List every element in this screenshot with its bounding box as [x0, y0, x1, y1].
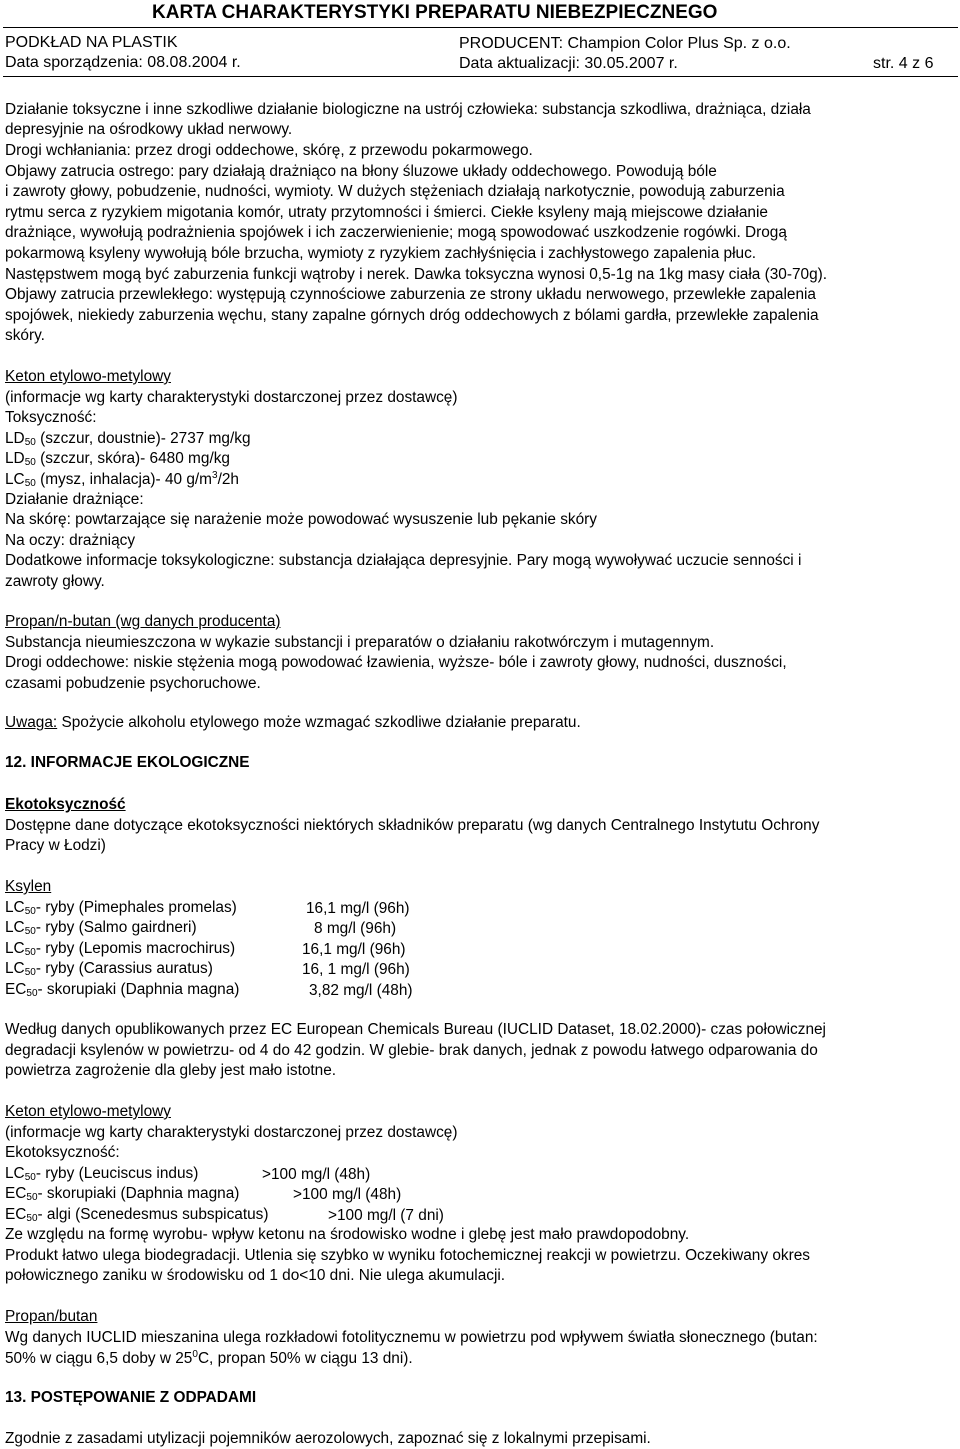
keton2-heading: Keton etylowo-metylowy — [5, 1103, 171, 1120]
document-title: KARTA CHARAKTERYSTYKI PREPARATU NIEBEZPIECZNEGO — [152, 2, 718, 23]
tox-line-5: i zawroty głowy, pobudzenie, nudności, wymioty. W dużych stężeniach działają narkotycznie, powodują zaburzenia — [5, 183, 785, 200]
tox-line-2: depresyjnie na ośrodkowy układ nerwowy. — [5, 121, 293, 138]
tox-line-7: drażniące, wywołują podrażnienia spojówek i ich zaczerwienienie; mogą spowodować uszkodzenie rogówki. Drogą — [5, 224, 787, 241]
keton2-line-3: połowicznego zaniku w środowisku od 1 do<10 dni. Nie ulega akumulacji. — [5, 1267, 506, 1284]
tox-line-6: rytmu serca z ryzykiem migotania komór, utraty przytomności i śmierci. Ciekłe ksyleny mają miejscowe działanie — [5, 204, 768, 221]
keton2-row-value: >100 mg/l (48h) — [262, 1166, 371, 1183]
keton2-label: Ekotoksyczność: — [5, 1144, 120, 1161]
ksylen-row-value: 8 mg/l (96h) — [314, 920, 397, 937]
keton1-ld2: $LD_{50}$ (szczur, skóra)- 6480 mg/kg — [5, 450, 230, 468]
warning-label: Uwaga: — [5, 714, 58, 731]
ksylen-row: $LC_{50}-$ ryby (Lepomis macrochirus) — [5, 940, 236, 958]
propan1-heading: Propan/n-butan (wg danych producenta) — [5, 613, 281, 630]
propan2-line-2: 50% w ciągu 6,5 doby w $25^0C$, propan 50% w ciągu 13 dni). — [5, 1349, 413, 1367]
tox-line-1: Działanie toksyczne i inne szkodliwe działanie biologiczne na ustrój człowieka: substancja szkodliwa, drażniąca, działa — [5, 101, 811, 118]
tox-line-12: skóry. — [5, 327, 45, 344]
keton1-lc: $LC_{50}$ (mysz, inhalacja)- 40 $g/m^3/2h$ — [5, 470, 239, 489]
propan1-line-3: czasami pobudzenie psychoruchowe. — [5, 675, 261, 692]
ksylen-heading: Ksylen — [5, 878, 52, 895]
keton2-row: $LC_{50}-$ ryby (Leuciscus indus) — [5, 1165, 199, 1183]
ksylen-row-value: 16, 1 mg/l (96h) — [302, 961, 410, 978]
tox-line-8: pokarmową ksyleny wywołują bóle brzucha, wymioty z ryzykiem zachłyśnięcia i zachłystowego zapalenia płuc. — [5, 245, 757, 262]
tox-line-10: Objawy zatrucia przewlekłego: występują czynnościowe zaburzenia ze strony układu nerwowego, przewlekłe zapalenia — [5, 286, 816, 303]
sec12-intro-2: Pracy w Łodzi) — [5, 837, 106, 854]
product-name: PODKŁAD NA PLASTIK — [5, 34, 178, 51]
propan1-line-1: Substancja nieumieszczona w wykazie substancji i preparatów o działaniu rakotwórczym i mutagennym. — [5, 634, 715, 651]
tox-line-3: Drogi wchłaniania: przez drogi oddechowe, skórę, z przewodu pokarmowego. — [5, 142, 533, 159]
propan2-line-1: Wg danych IUCLID mieszanina ulega rozkładowi fotolitycznemu w powietrzu pod wpływem światła słonecznego (butan: — [5, 1329, 818, 1346]
updated-date: Data aktualizacji: 30.05.2007 r. — [459, 55, 678, 72]
keton1-skin: Na skórę: powtarzające się narażenie może powodować wysuszenie lub pękanie skóry — [5, 511, 597, 528]
keton1-eyes: Na oczy: drażniący — [5, 532, 136, 549]
ekotox-heading: Ekotoksyczność — [5, 796, 126, 813]
ecb-line-3: powietrza zagrożenie dla gleby jest mało istotne. — [5, 1062, 337, 1079]
tox-line-9: Następstwem mogą być zaburzenia funkcji wątroby i nerek. Dawka toksyczna wynosi 0,5-1g na 1kg masy ciała (30-70g). — [5, 266, 828, 283]
ecb-line-1: Według danych opublikowanych przez EC European Chemicals Bureau (IUCLID Dataset, 18.02.2000)- czas połowicznej — [5, 1021, 826, 1038]
warning-line: Uwaga: Spożycie alkoholu etylowego może wzmagać szkodliwe działanie preparatu. — [5, 714, 581, 731]
header-bottom-rule — [3, 76, 958, 77]
ksylen-row: $LC_{50}-$ ryby (Salmo gairdneri) — [5, 919, 197, 937]
created-date: Data sporządzenia: 08.08.2004 r. — [5, 54, 241, 71]
tox-line-11: spojówek, niekiedy zaburzenia węchu, stany zapalne górnych dróg oddechowych z bólami gardła, przewlekłe zapalenia — [5, 307, 819, 324]
keton1-ld1: $LD_{50}$ (szczur, doustnie)- 2737 mg/kg — [5, 430, 251, 448]
keton2-info: (informacje wg karty charakterystyki dostarczonej przez dostawcę) — [5, 1124, 458, 1141]
ksylen-row: $EC_{50}-$ skorupiaki (Daphnia magna) — [5, 981, 240, 999]
section-12-heading: 12. INFORMACJE EKOLOGICZNE — [5, 754, 250, 771]
ksylen-row-value: 16,1 mg/l (96h) — [306, 900, 410, 917]
keton2-line-2: Produkt łatwo ulega biodegradacji. Utlenia się szybko w wyniku fotochemicznej reakcji w powietrzu. Oczekiwany okres — [5, 1247, 810, 1264]
section-13-heading: 13. POSTĘPOWANIE Z ODPADAMI — [5, 1389, 257, 1406]
keton2-row: $EC_{50}-$ skorupiaki (Daphnia magna) — [5, 1185, 240, 1203]
keton1-extra-1: Dodatkowe informacje toksykologiczne: substancja działająca depresyjnie. Pary mogą wywoływać uczucie senności i — [5, 552, 802, 569]
ecb-line-2: degradacji ksylenów w powietrzu- od 4 do 42 godzin. W glebie- brak danych, jednak z powodu łatwego odparowania do — [5, 1042, 818, 1059]
keton1-info: (informacje wg karty charakterystyki dostarczonej przez dostawcę) — [5, 389, 458, 406]
propan2-heading: Propan/butan — [5, 1308, 98, 1325]
keton1-heading: Keton etylowo-metylowy — [5, 368, 171, 385]
ksylen-row-value: 16,1 mg/l (96h) — [302, 941, 406, 958]
producer: PRODUCENT: Champion Color Plus Sp. z o.o. — [459, 35, 791, 52]
keton2-row-value: >100 mg/l (48h) — [293, 1186, 402, 1203]
ksylen-row: $LC_{50}-$ ryby (Carassius auratus) — [5, 960, 213, 978]
keton1-tox-label: Toksyczność: — [5, 409, 97, 426]
sec13-line-1: Zgodnie z zasadami utylizacji pojemników aerozolowych, zapoznać się z lokalnymi przepisami. — [5, 1430, 651, 1447]
keton2-row-value: >100 mg/l (7 dni) — [328, 1207, 444, 1224]
keton1-irr-label: Działanie drażniące: — [5, 491, 144, 508]
ksylen-row-value: 3,82 mg/l (48h) — [309, 982, 413, 999]
keton1-extra-2: zawroty głowy. — [5, 573, 105, 590]
header-top-rule — [3, 27, 958, 28]
page-number: str. 4 z 6 — [873, 55, 934, 72]
ksylen-row: $LC_{50}-$ ryby (Pimephales promelas) — [5, 899, 237, 917]
sec12-intro-1: Dostępne dane dotyczące ekotoksyczności niektórych składników preparatu (wg danych Centralnego Instytutu Ochrony — [5, 817, 820, 834]
keton2-line-1: Ze względu na formę wyrobu- wpływ ketonu na środowisko wodne i glebę jest mało prawdopodobny. — [5, 1226, 690, 1243]
keton2-row: $EC_{50}-$ algi (Scenedesmus subspicatus) — [5, 1206, 269, 1224]
tox-line-4: Objawy zatrucia ostrego: pary działają drażniąco na błony śluzowe układy oddechowego. Powodują bóle — [5, 163, 717, 180]
propan1-line-2: Drogi oddechowe: niskie stężenia mogą powodować łzawienia, wyższe- bóle i zawroty głowy, nudności, duszności, — [5, 654, 787, 671]
